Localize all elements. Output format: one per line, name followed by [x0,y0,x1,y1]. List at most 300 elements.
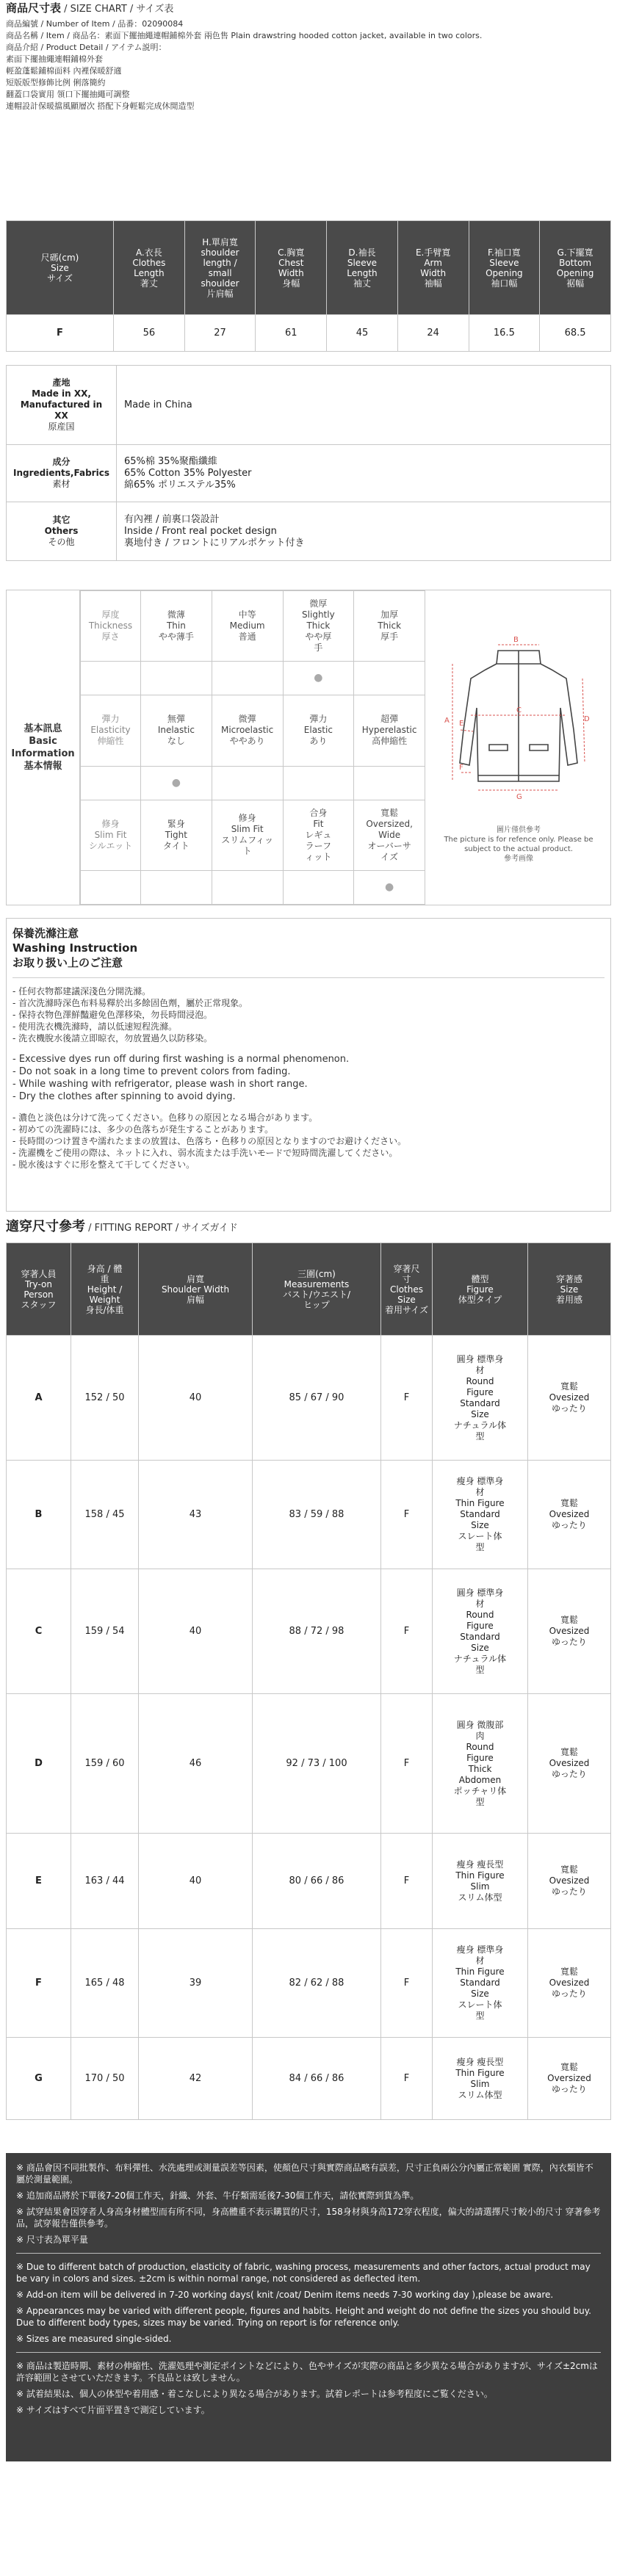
care-jp-list [7,1103,610,1171]
quality-option-line: 修身 [238,813,256,824]
fitting-figure [433,2038,528,2120]
fitting-feel-line: 寬鬆 [560,1967,578,1977]
fitting-figure-line: Size [471,1408,489,1419]
fitting-figure-line: Size [471,1520,489,1530]
quality-option [283,591,354,662]
fitting-shoulder-width: 40 [139,1336,253,1461]
fitting-column-line: 重 [100,1273,109,1284]
fitting-figure [433,1694,528,1834]
info-label-line: 素材 [52,479,71,489]
quality-marker-row-fit [81,870,425,904]
diagram-caption [427,825,610,864]
fitting-feel-line: 寬鬆 [560,1615,578,1625]
quality-marker-cell [212,662,283,695]
footer-zh-note: ※ 追加商品將於下單後7-20個工作天，針織、外套、牛仔類需延後7-30個工作天，請依實際到貨為準。 [16,2190,419,2201]
material-line: 65%棉 35%聚酯纖維 [124,455,217,467]
footer-jp [16,2360,601,2416]
quality-option [354,695,425,766]
quality-option-line: Medium [229,621,265,632]
quality-option-line: Inelastic [157,725,195,736]
selected-dot-icon: ● [314,672,323,684]
quality-option [212,800,283,870]
quality-option [212,591,283,662]
fitting-figure-line: 圓身 微腹部 [456,1719,504,1730]
fitting-column-line: 身高 / 體 [87,1263,123,1274]
care-jp-line: - 長時間のつけ置きや濡れたままの放置は、色落ち・色移りの原因となりますのでお避けください。 [12,1136,407,1146]
footer-zh-note: ※ 商品會因不同批製作、布料彈性、水洗處理或測量誤差等因素，使顏色尺寸與實際商品略有誤差，尺寸正負兩公分內屬正常範圍 實際，內衣類皆不屬於測量範圍。 [16,2163,593,2185]
size-value: 68.5 [540,315,611,352]
fitting-figure-line: Figure [466,1620,494,1631]
fitting-measurements: 92 / 73 / 100 [253,1694,381,1834]
diagram-letter-g: G [516,793,522,801]
size-column-line: F.袖口寬 [487,247,521,258]
fitting-figure-line: 型 [475,1542,485,1552]
fitting-column-line: 穿著人員 [21,1268,57,1279]
fitting-column-line: 身長/体重 [85,1304,124,1315]
size-column-line: 片肩幅 [206,288,234,299]
size-column-line: 袖丈 [353,278,371,289]
fitting-figure-line: Size [471,1989,489,1999]
care-en-line: - Dry the clothes after spinning to avoid dying. [12,1091,236,1102]
others-label [7,502,117,561]
fitting-person: A [7,1336,71,1461]
fitting-height-weight: 159 / 54 [71,1569,139,1694]
fitting-figure-line: 材 [475,1955,485,1966]
size-column-line: Sleeve [489,257,519,268]
others-line: 有內裡 / 前裏口袋設計 [124,513,220,525]
quality-option-line: 微彈 [238,714,256,725]
fitting-row [7,1929,611,2038]
quality-marker-cell [354,766,425,800]
quality-label-thickness [81,591,141,662]
quality-option-line: ィット [305,851,332,862]
quality-option-line: Slightly [302,609,335,621]
quality-label-line: Thickness [88,621,133,632]
info-label-line: 產地 [52,377,71,388]
size-column-line: length / [203,257,237,268]
detail-line: 翻蓋口袋實用 領口下擺抽繩可調整 [6,90,130,99]
footer-zh [16,2162,601,2246]
fitting-column-line: Size [560,1284,579,1295]
quality-option-line: Tight [165,829,187,840]
quality-option-line: Thick [378,621,402,632]
fitting-figure-line: Figure [466,1752,494,1763]
jacket-pocket-right [530,745,548,750]
quality-marker-cell [283,662,354,695]
fitting-figure-line: 材 [475,1598,485,1609]
care-zh-line: - 保持衣物色澤鮮豔避免色澤移染，勿長時間浸泡。 [12,1010,213,1020]
fitting-height-weight: 152 / 50 [71,1336,139,1461]
size-column-line: Clothes [132,257,166,268]
fitting-column-line: Try-on [25,1278,52,1289]
quality-option-line: Oversized, [366,818,413,829]
page-title: 商品尺寸表 [6,1,62,15]
fitting-shoulder-width: 42 [139,2038,253,2120]
fitting-measurements: 82 / 62 / 88 [253,1929,381,2038]
size-column-line: 裾幅 [566,278,585,289]
fitting-figure [433,1929,528,2038]
fitting-figure-line: 型 [475,1664,485,1675]
footer-en-note: ※ Appearances may be varied with different people, figures and habits. Height and weight do not define the sizes you should buy. Due to different body types, sizes may be varied. Trying on report is for reference only. [16,2306,591,2328]
fitting-figure-line: ナチュラル体 [453,1419,507,1430]
care-zh-list [7,985,610,1044]
size-column-header [397,221,469,315]
quality-label-line: Slim Fit [94,829,127,840]
fitting-figure-line: Standard [460,1509,500,1519]
fitting-column-header [71,1243,139,1336]
fitting-figure-line: Standard [460,1397,500,1408]
page-subtitle: / SIZE CHART / サイズ表 [61,4,174,15]
fitting-shoulder-width: 46 [139,1694,253,1834]
detail-line: 短版版型修飾比例 俐落簡約 [6,78,106,87]
quality-label-line: シルエット [88,840,133,851]
quality-option-line: 超彈 [380,714,399,725]
others-line: Inside / Front real pocket design [124,525,277,537]
quality-label-line: 彈力 [101,714,120,725]
size-column-line: small [208,267,232,278]
quality-option [141,695,212,766]
fitting-person: B [7,1461,71,1569]
info-label-line: Manufactured in [20,399,103,410]
info-label-line: Others [44,526,79,536]
fitting-clothes-size: F [381,1694,433,1834]
size-column-line: E.手臂寬 [415,247,451,258]
size-column-line: A.衣長 [135,247,162,258]
fitting-row [7,1336,611,1461]
detail-line: 連帽設計保暖擋風顯層次 搭配下身輕鬆完成休閒造型 [6,101,195,111]
fitting-feel-line: ゆったり [552,1886,587,1897]
quality-option-line: スリムフィッ [221,835,274,846]
size-column-line: Sleeve [347,257,378,268]
size-column-header [114,221,185,315]
info-label-line: XX [54,410,68,421]
diagram-letter-b: B [513,636,519,644]
fitting-feel [528,1336,611,1461]
size-value: 56 [114,315,185,352]
fitting-clothes-size: F [381,1336,433,1461]
quality-marker-cell [141,766,212,800]
quality-label-line: 厚度 [101,609,120,621]
fitting-person: D [7,1694,71,1834]
fitting-feel-line: 寬鬆 [560,1498,578,1508]
basic-label-line: Basic [29,736,57,747]
fitting-feel-line: 寬鬆 [560,1381,578,1392]
info-label-line: 原産国 [48,422,75,432]
info-label-line: 成分 [52,457,71,467]
quality-option [354,591,425,662]
size-corner-line: サイズ [46,272,73,283]
basic-label-line: 基本訊息 [24,723,62,734]
size-column-header [469,221,540,315]
fitting-figure-line: 瘦身 瘦長型 [456,2056,504,2067]
care-en-line: - Excessive dyes run off during first washing is a normal phenomenon. [12,1054,350,1065]
fitting-column-header [7,1243,71,1336]
basic-information [6,590,611,905]
info-label-line: Ingredients,Fabrics [13,468,109,478]
quality-option [354,800,425,870]
fitting-figure-line: スリム体型 [458,2089,502,2100]
quality-label-line: 伸縮性 [97,736,124,747]
info-label-line: 其它 [52,515,71,525]
quality-option-line: Microelastic [220,725,274,736]
fitting-column-line: Shoulder Width [161,1284,230,1295]
fitting-height-weight: 158 / 45 [71,1461,139,1569]
fitting-figure-line: スリム体型 [458,1892,502,1903]
care-title-jp: お取り扱い上のご注意 [12,956,123,969]
fitting-figure-line: Thick [468,1763,492,1774]
fitting-figure-line: Abdomen [458,1774,502,1785]
fitting-column-line: 穿著感 [555,1273,582,1284]
fitting-figure-line: Standard [460,1978,500,1988]
material-label [7,445,117,502]
fitting-figure-line: Slim [470,2078,490,2089]
footer-en-note: ※ Sizes are measured single-sided. [16,2334,172,2344]
basic-label-line: 基本情報 [24,761,62,772]
fitting-figure [433,1569,528,1694]
size-column-line: Length [347,267,378,278]
size-column-line: 袖幅 [424,278,442,289]
origin-value: Made in China [117,366,611,445]
fitting-feel [528,1929,611,2038]
fitting-figure-line: 型 [475,2011,485,2021]
quality-option-line: イズ [380,851,399,862]
fitting-column-line: 穿著尺 [393,1263,420,1274]
care-zh-line: - 洗衣機脫水後請立即晾衣，勿放置過久以防移染。 [12,1033,213,1043]
fitting-person: E [7,1834,71,1929]
size-corner-header [7,221,114,315]
fitting-height-weight: 159 / 60 [71,1694,139,1834]
product-header [6,1,611,222]
fitting-person: F [7,1929,71,2038]
quality-label-line: 修身 [101,818,120,829]
footer-zh-note: ※ 試穿結果會因穿者人身高身材體型而有所不同，身高體重不表示購買的尺寸，158身材與身高172穿衣程度，偏大的請選擇尺寸較小的尺寸 穿著參考品，試穿報告僅供參考。 [16,2207,601,2229]
quality-option-line: ト [242,846,252,857]
quality-option-line: 微厚 [309,598,328,609]
quality-option-line: レギュ [305,829,332,840]
page-title-line [6,1,611,16]
size-column-line: Chest [278,257,304,268]
size-column-line: Arm [424,257,442,268]
quality-option-line: Thin [166,621,186,632]
fitting-figure-line: Slim [470,1881,490,1892]
fitting-column-line: Height / [87,1284,123,1295]
size-column-line: H.單肩寬 [202,236,238,247]
garment-diagram [427,590,610,905]
size-column-line: 袖口幅 [491,278,518,289]
fitting-feel [528,1834,611,1929]
care-title-zh: 保養洗滌注意 [12,927,79,940]
fitting-figure [433,1834,528,1929]
quality-option-line: 普通 [238,632,256,643]
quality-marker-spacer [81,870,141,904]
fitting-figure-line: 型 [475,1796,485,1807]
quality-option-line: Wide [378,829,401,840]
product-info-table [6,365,611,561]
fitting-row [7,2038,611,2120]
fitting-row [7,1694,611,1834]
fitting-column-line: 寸 [402,1273,411,1284]
product-info [6,365,611,561]
fitting-figure-line: Thin Figure [455,1967,505,1977]
fitting-height-weight: 170 / 50 [71,2038,139,2120]
fitting-figure [433,1461,528,1569]
size-column-line: Width [420,267,447,278]
washing-instruction [6,918,611,1212]
fitting-feel-line: Ovesized [549,1509,590,1519]
quality-marker-cell [212,766,283,800]
fitting-clothes-size: F [381,2038,433,2120]
size-column-header [256,221,327,315]
diagram-letter-c: C [516,706,522,714]
size-column-line: Opening [556,267,594,278]
quality-option [283,800,354,870]
fitting-figure-line: Round [466,1741,494,1752]
quality-option-line: やや薄手 [158,632,194,643]
size-column-line: G.下擺寬 [557,247,593,258]
quality-grid [80,590,425,905]
quality-option-line: やや厚 [305,632,332,643]
fitting-measurements: 80 / 66 / 86 [253,1834,381,1929]
footer-zh-note: ※ 尺寸表為單平量 [16,2235,88,2245]
fitting-column-line: 着用感 [555,1294,582,1305]
fitting-feel-line: 寬鬆 [560,1747,578,1757]
size-column-line: shoulder [201,278,239,289]
fitting-figure-line: Figure [466,1386,494,1397]
quality-option [141,800,212,870]
care-en-list [7,1044,610,1103]
fitting-figure-line: 材 [475,1364,485,1375]
fitting-column-line: Measurements [284,1278,350,1289]
footer-en-note: ※ Due to different batch of production, elasticity of fabric, washing process, measurements and other factors, actual product may be vary in colors and sizes. ±2cm is within normal range, not considered as deflected item. [16,2262,591,2284]
fitting-table [6,1242,611,2120]
fitting-feel [528,2038,611,2120]
fitting-figure-line: 圓身 標準身 [456,1353,504,1364]
fitting-column-line: Clothes [390,1284,423,1295]
quality-label-line: 厚さ [101,632,120,643]
care-en-line: - Do not soak in a long time to prevent colors from fading. [12,1066,291,1077]
quality-option-line: 厚手 [380,632,399,643]
fitting-feel-line: Oversized [547,2073,591,2083]
quality-option-line: 寬鬆 [380,807,399,818]
fitting-title: 適穿尺寸參考 [6,1219,85,1234]
fitting-clothes-size: F [381,1461,433,1569]
quality-option-line: なし [167,736,185,747]
size-column-header [540,221,611,315]
fitting-measurements: 83 / 59 / 88 [253,1461,381,1569]
jacket-pocket-left [489,745,508,750]
size-value: 45 [327,315,398,352]
fitting-person: G [7,2038,71,2120]
fitting-measurements: 84 / 66 / 86 [253,2038,381,2120]
fitting-figure-line: Thin Figure [455,1870,505,1881]
fitting-column-header [433,1243,528,1336]
size-column-line: Width [278,267,304,278]
quality-option-line: Elastic [303,725,333,736]
care-title-en: Washing Instruction [12,941,138,955]
fitting-figure-line: ポッチャリ体 [453,1785,507,1796]
diagram-caption-line: 圖片僅供參考 [497,826,541,834]
fitting-column-line: Size [397,1294,416,1305]
fitting-column-line: ヒップ [303,1299,330,1310]
size-column-line: D.袖長 [348,247,376,258]
origin-label [7,366,117,445]
detail-line: 商品名稱 / Item / 商品名：素面下擺抽繩連帽鋪棉外套 兩色售 Plain drawstring hooded cotton jacket, available in two colors. [6,31,483,40]
fitting-column-line: Weight [89,1294,120,1305]
detail-line: 商品介紹 / Product Detail / アイテム説明： [6,43,167,52]
quality-label-fit [81,800,141,870]
fitting-column-line: Figure [466,1284,494,1295]
quality-marker-cell [141,870,212,904]
jacket-diagram-svg [427,634,610,855]
quality-option-line: Fit [313,818,324,829]
diagram-letter-f: F [459,764,463,772]
size-value: 27 [184,315,256,352]
fitting-title-line [6,1220,611,1235]
fitting-column-header [528,1243,611,1336]
fitting-clothes-size: F [381,1929,433,2038]
fitting-column-line: 体型タイプ [458,1294,502,1305]
quality-option-line: 彈力 [309,714,328,725]
quality-option-line: 高伸縮性 [372,736,408,747]
fitting-feel-line: Ovesized [549,1758,590,1768]
size-column-line: Bottom [559,257,592,268]
fitting-row [7,1461,611,1569]
product-detail-lines [6,18,611,112]
detail-line: 輕盈蓬鬆鋪棉面料 內裡保暖舒適 [6,66,122,76]
footer-jp-note: ※ 商品は製造時期、素材の伸縮性、洗濯処理や測定ポイントなどにより、色やサイズが実際の商品と多少異なる場合がありますが、サイズ±2cmは許容範囲とさせていただきます。不良品とは致しません。 [16,2361,598,2383]
quality-option-line: タイト [162,840,190,851]
fitting-column-header [253,1243,381,1336]
selected-dot-icon: ● [171,776,181,789]
size-row [7,315,611,352]
quality-marker-row-thickness [81,662,425,695]
quality-marker-cell [141,662,212,695]
diagram-letter-e: E [459,720,464,728]
fitting-row [7,1569,611,1694]
others-value [117,502,611,561]
fitting-feel-line: ゆったり [552,1989,587,1999]
footer-divider-2 [16,2352,601,2353]
size-column-line: C.胸寬 [278,247,305,258]
quality-option-line: 加厚 [380,609,399,621]
quality-option-line: Thick [306,621,331,632]
material-line: 綿65% ポリエステル35% [124,479,236,491]
size-corner-line: 尺碼(cm) [40,252,79,263]
size-chart [6,220,611,352]
care-zh-line: - 使用洗衣機洗滌時，請以低速短程洗滌。 [12,1021,178,1032]
fitting-shoulder-width: 40 [139,1569,253,1694]
fitting-column-line: Person [24,1289,54,1300]
quality-option [283,695,354,766]
fitting-figure-line: Round [466,1609,494,1620]
selected-dot-icon: ● [385,880,394,893]
size-chart-table [6,220,611,352]
fitting-shoulder-width: 39 [139,1929,253,2038]
fitting-column-line: バスト/ウエスト/ [282,1289,351,1300]
fitting-figure-line: 瘦身 標準身 [456,1476,504,1486]
quality-option-line: Slim Fit [231,824,264,835]
quality-marker-cell [283,870,354,904]
fitting-feel [528,1694,611,1834]
quality-marker-cell [212,870,283,904]
quality-option-line: 微薄 [167,609,185,621]
size-value: 16.5 [469,315,540,352]
info-label-line: その他 [48,537,75,547]
fitting-figure-line: 肉 [475,1730,485,1741]
quality-option [141,591,212,662]
care-jp-line: - 初めての洗濯時には、多少の色落ちが発生することがあります。 [12,1124,274,1135]
fitting-column-line: 體型 [471,1273,489,1284]
